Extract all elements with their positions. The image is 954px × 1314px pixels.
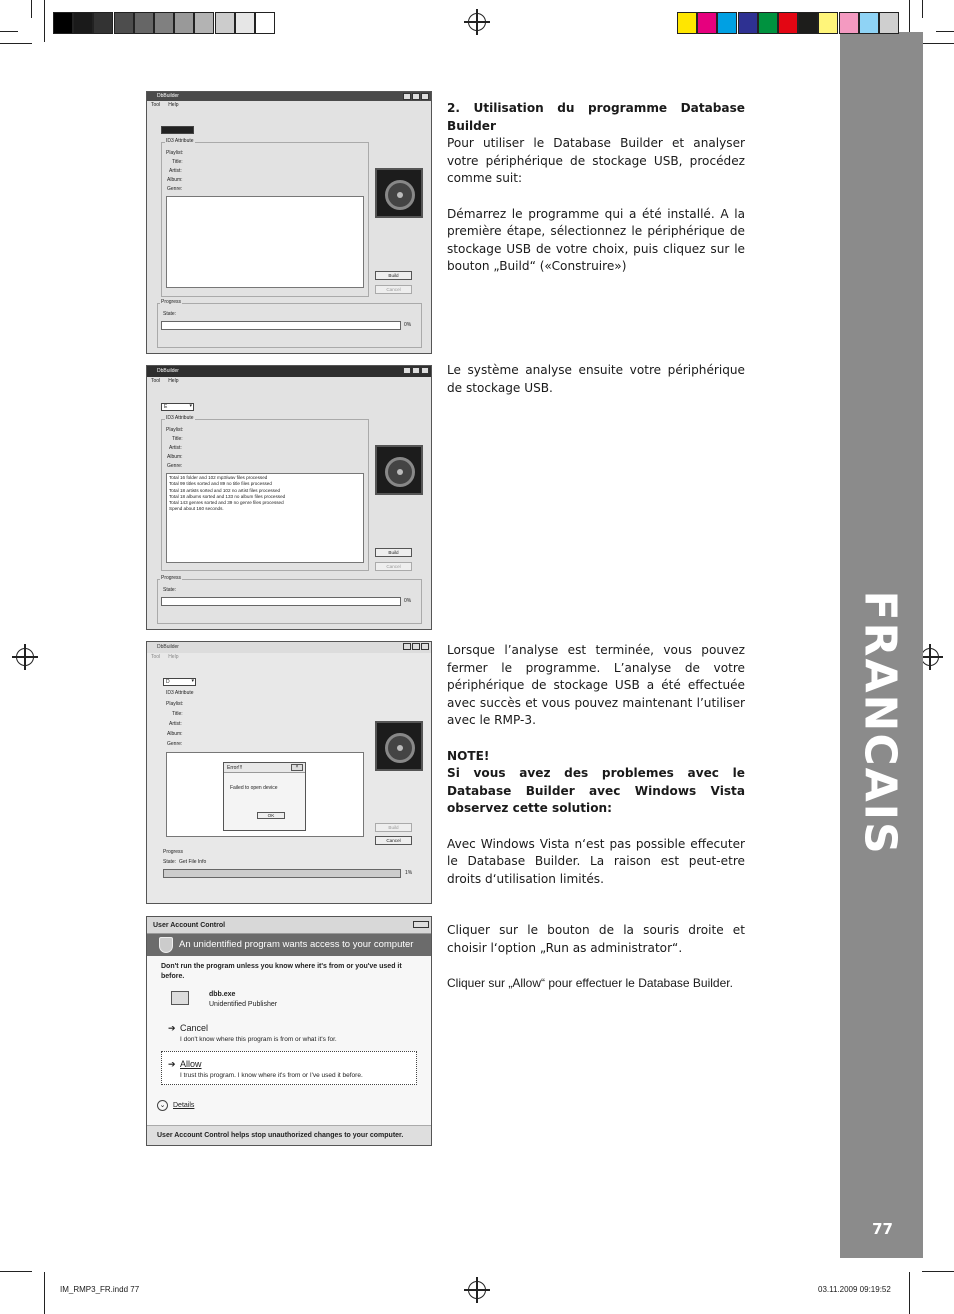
paragraph: Le système analyse ensuite votre périphérique de stockage USB. [447,363,745,395]
chevron-down-icon[interactable]: ⌄ [157,1100,168,1111]
dbbuilder-screenshot-1 [146,91,432,354]
program-name: dbb.exe [209,991,236,998]
color-swatch [677,12,697,34]
progress-percent: 0% [404,598,412,604]
language-label [855,591,906,721]
field-album: Album: [167,177,183,183]
uac-titlebar [147,917,431,934]
program-publisher: Unidentified Publisher [209,1001,278,1008]
close-icon[interactable] [421,93,429,100]
color-swatch [738,12,758,34]
uac-footer: User Account Control helps stop unauthorized changes to your computer. [147,1125,431,1145]
build-button[interactable]: Build [375,823,412,832]
rmp3-device-image [375,721,423,771]
id3-group-label: ID3 Attribute [166,138,194,144]
maximize-icon[interactable] [412,93,420,100]
small-note: Cliquer sur „Allow“ pour effectuer le Database Builder. [447,975,733,990]
drive-value: E [164,404,168,410]
program-icon [171,991,189,1005]
color-swatch [114,12,134,34]
log-listbox[interactable] [166,196,364,288]
section-heading: 2. Utilisation du programme Database Builder [447,101,745,133]
uac-screenshot [146,916,432,1146]
uac-headline: An unidentified program wants access to your computer [179,939,414,950]
cancel-button[interactable]: Cancel [375,285,412,294]
color-swatch [879,12,899,34]
id3-group-label: ID3 Attribute [166,690,194,696]
crop-mark [922,43,954,44]
rmp3-device-image [375,168,423,218]
window-titlebar [147,642,431,653]
state-label: State: [163,587,177,593]
field-genre: Genre: [167,463,183,469]
log-line: Spend about 160 seconds. [169,506,224,512]
minimize-icon[interactable] [403,93,411,100]
error-dialog [223,762,306,831]
progress-percent: 0% [404,322,412,328]
progress-bar [161,597,401,606]
uac-details[interactable]: Details [173,1102,195,1109]
paragraph: Avec Windows Vista n‘est pas possible effecuter le Database Builder. La raison est peut-etre droits d‘utilisation limités. [447,836,745,886]
crop-mark [0,1271,32,1272]
arrow-right-icon: ➔ [168,1023,176,1033]
uac-cancel-label: Cancel [180,1023,209,1033]
cancel-button[interactable]: Cancel [375,836,412,845]
color-swatch [73,12,93,34]
footer-filename: IM_RMP3_FR.indd 77 [60,1285,140,1294]
color-swatch [798,12,818,34]
log-line: Total 18 albums sorted and 133 no album files processed [169,493,286,499]
window-titlebar [147,92,431,101]
maximize-icon[interactable] [412,643,420,650]
color-swatch [859,12,879,34]
log-line: Total 18 artists sorted and 102 no artist files processed [169,487,281,493]
state-label: State: [163,859,177,865]
uac-cancel-option[interactable] [168,1023,337,1045]
progress-group-label: Progress [163,849,184,855]
rmp3-device-image [375,445,423,495]
maximize-icon[interactable] [412,367,420,374]
window-title: DbBuilder [157,644,179,650]
color-swatch [255,12,275,34]
uac-warning: Don't run the program unless you know where it's from or you've used it before. [161,963,402,980]
progress-bar [163,869,401,878]
build-button[interactable]: Build [375,271,412,280]
cancel-button[interactable]: Cancel [375,562,412,571]
state-value: Get File Info [179,859,207,865]
drive-select[interactable] [161,126,194,134]
note-bold: Si vous avez des problemes avec le Database Builder avec Windows Vista observez cette solution: [447,766,745,816]
paragraph: Cliquer sur le bouton de la souris droite et choisir l‘option „Run as administrator“. [447,923,745,955]
color-swatch [778,12,798,34]
color-swatch [154,12,174,34]
crop-mark [936,31,954,32]
menu-tool[interactable]: Tool [151,102,161,108]
uac-title: User Account Control [153,922,226,929]
close-icon[interactable]: × [291,764,303,771]
section-3-text [447,642,745,906]
shield-icon [159,937,173,953]
field-album: Album: [167,731,183,737]
close-icon[interactable] [413,921,429,928]
close-icon[interactable] [421,643,429,650]
build-button[interactable]: Build [375,548,412,557]
field-title: Title: [172,159,183,165]
menu-help[interactable]: Help [168,654,179,660]
ok-button[interactable]: OK [257,812,285,819]
crop-mark [922,0,923,18]
dbbuilder-screenshot-2 [146,365,432,630]
registration-mark [468,13,486,31]
progress-bar [161,321,401,330]
section-4-text [447,922,745,992]
drive-select[interactable] [161,403,194,411]
uac-cancel-sub: I don't know where this program is from or what it's for. [180,1036,337,1043]
id3-group-label: ID3 Attribute [166,415,194,421]
window-titlebar [147,366,431,377]
paragraph: Pour utiliser le Database Builder et analyser votre périphérique de stockage USB, procédez comme suit: [447,136,745,186]
menu-bar [147,653,431,661]
field-playlist: Playlist: [166,427,184,433]
drive-select[interactable] [163,678,196,686]
menu-tool[interactable]: Tool [151,654,161,660]
menu-help[interactable]: Help [168,378,179,384]
error-title: Error!!! [227,765,243,771]
field-playlist: Playlist: [166,701,184,707]
registration-mark [16,648,34,666]
progress-group-label: Progress [161,575,182,581]
field-title: Title: [172,436,183,442]
field-title: Title: [172,711,183,717]
crop-mark [922,1271,954,1272]
progress-percent: 1% [405,870,413,876]
color-swatch [194,12,214,34]
progress-group-label: Progress [161,299,182,305]
color-swatch [758,12,778,34]
menu-help[interactable]: Help [168,102,179,108]
menu-bar [147,101,431,109]
drive-value: D [166,679,170,685]
paragraph: Lorsque l’analyse est terminée, vous pouvez fermer le programme. L’analyse de votre périphérique de stockage USB a été effectuée avec succès et vous pouvez maintenant l’utiliser avec le RMP-3. [447,643,745,728]
section-2-text [447,362,745,415]
crop-mark [44,0,45,42]
crop-mark [0,43,32,44]
error-dialog-titlebar [224,763,305,773]
paragraph: Démarrez le programme qui a été installé. A la première étape, sélectionnez le périphérique de stockage USB de votre choix, puis cliquez sur le bouton „Build“ («Construire») [447,206,745,274]
dbbuilder-screenshot-3 [146,641,432,904]
field-album: Album: [167,454,183,460]
error-message: Failed to open device [230,785,278,791]
field-genre: Genre: [167,741,183,747]
crop-mark [909,1272,910,1314]
log-listbox[interactable] [166,473,364,563]
field-artist: Artist: [169,445,182,451]
log-line: Total 143 genres sorted and 39 no genre files processed [169,500,284,506]
note-title: NOTE! [447,748,490,763]
menu-tool[interactable]: Tool [151,378,161,384]
crop-mark [0,31,18,32]
page-number: 77 [872,1220,893,1238]
field-artist: Artist: [169,168,182,174]
window-title: DbBuilder [157,368,179,374]
field-genre: Genre: [167,186,183,192]
color-swatch [174,12,194,34]
color-swatch [93,12,113,34]
color-swatch [717,12,737,34]
minimize-icon[interactable] [403,643,411,650]
log-line: Total 99 titles sorted and 89 no title files processed [169,481,272,487]
uac-allow-label: Allow [180,1059,202,1069]
field-playlist: Playlist: [166,150,184,156]
color-swatch [235,12,255,34]
crop-mark [31,0,32,18]
registration-mark [468,1281,486,1299]
section-1-text [447,100,745,294]
uac-allow-option[interactable] [168,1059,363,1081]
footer-timestamp: 03.11.2009 09:19:52 [818,1285,891,1294]
color-swatch [53,12,73,34]
window-title: DbBuilder [157,93,179,99]
crop-mark [44,1272,45,1314]
color-swatch [134,12,154,34]
color-swatch [818,12,838,34]
minimize-icon[interactable] [403,367,411,374]
arrow-right-icon: ➔ [168,1059,176,1069]
registration-mark [921,648,939,666]
close-icon[interactable] [421,367,429,374]
uac-headline-bar [147,934,431,956]
field-artist: Artist: [169,721,182,727]
state-label: State: [163,311,177,317]
menu-bar [147,377,431,385]
log-line: Total 16 folder and 102 mp3/wav files processed [169,475,268,480]
color-swatch [697,12,717,34]
uac-allow-sub: I trust this program. I know where it's from or I've used it before. [180,1072,363,1079]
color-swatch [215,12,235,34]
color-swatch [839,12,859,34]
